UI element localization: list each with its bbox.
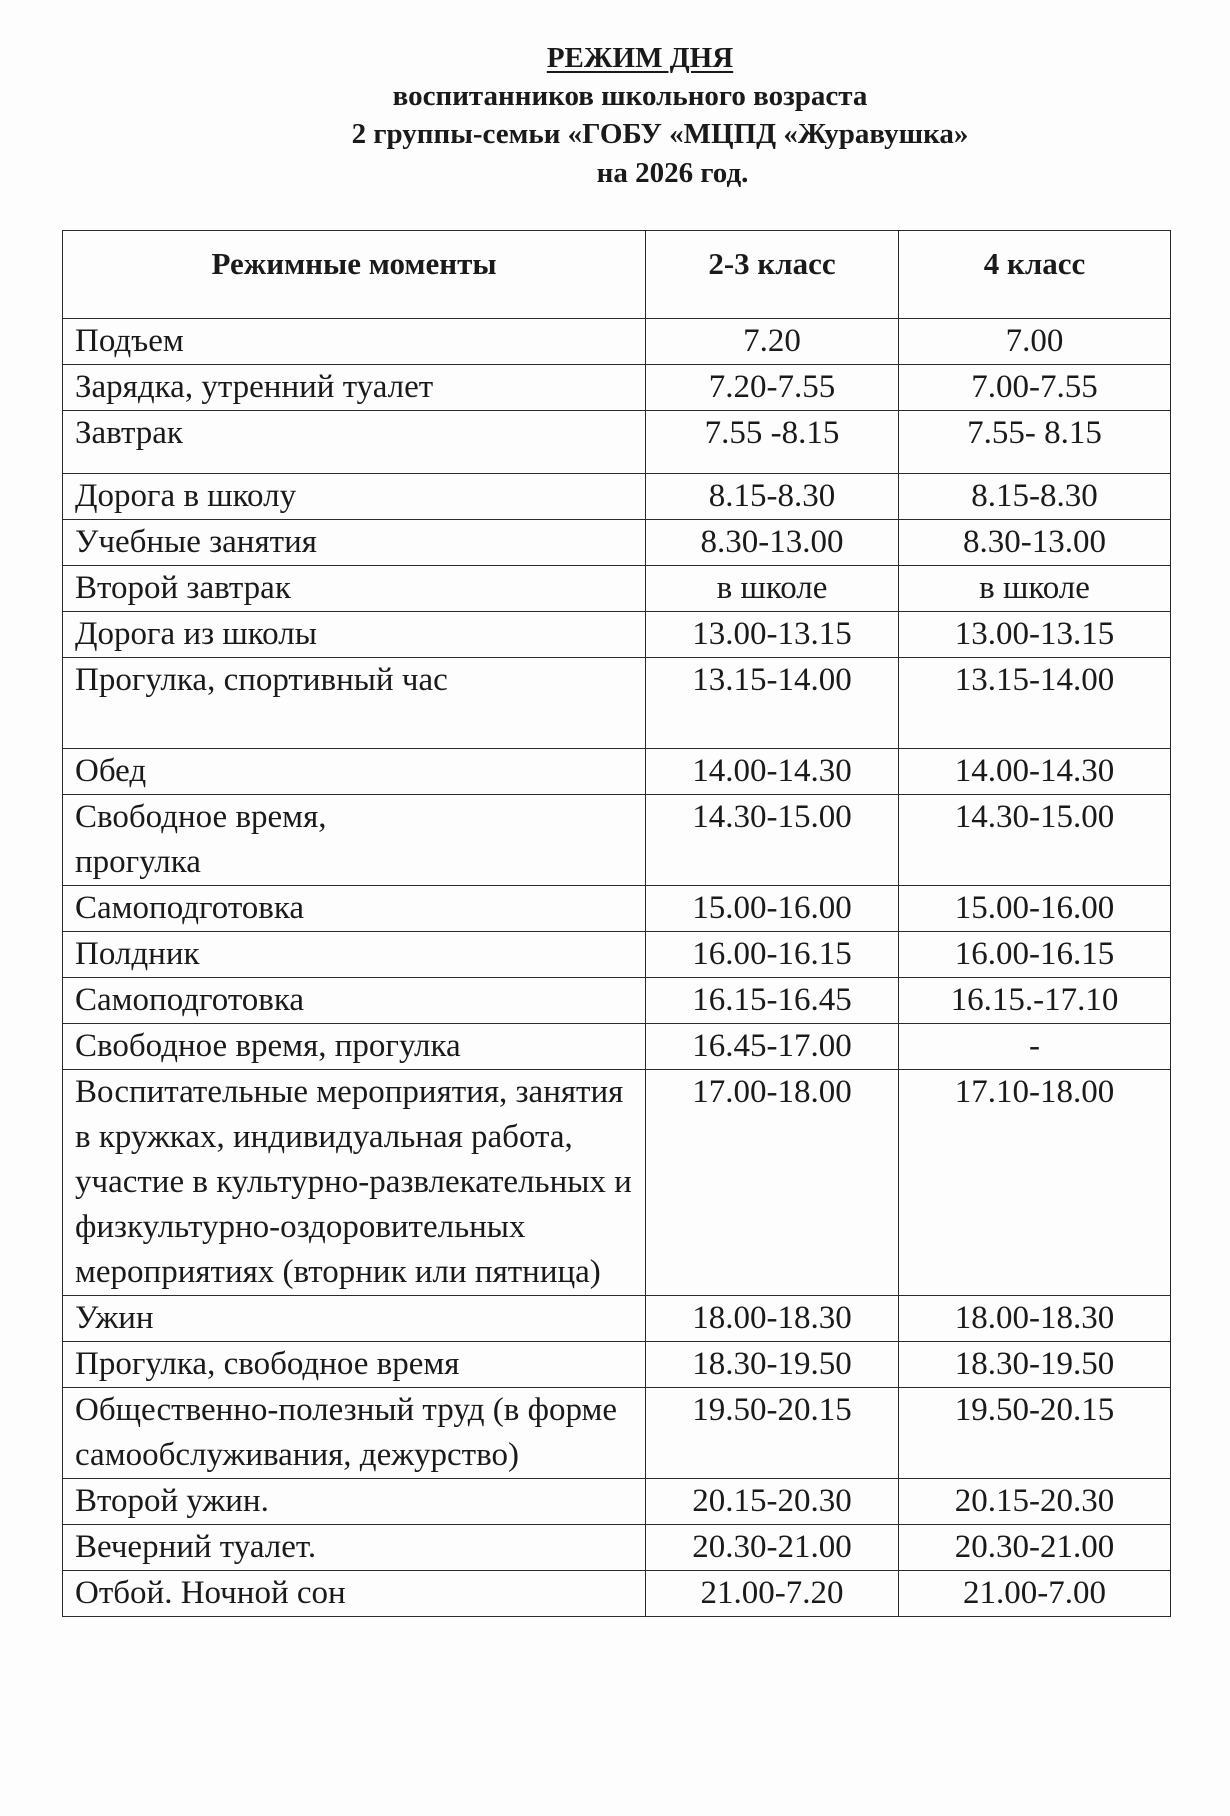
time-cell-grade-4: 16.15.-17.10 <box>899 978 1171 1024</box>
time-cell-grade-4: в школе <box>899 566 1171 612</box>
time-cell-grade-2-3: 20.15-20.30 <box>646 1479 899 1525</box>
time-cell-grade-2-3: 14.30-15.00 <box>646 795 899 886</box>
time-cell-grade-4: 13.15-14.00 <box>899 658 1171 749</box>
table-row <box>63 612 1171 658</box>
table-row <box>63 1479 1171 1525</box>
time-cell-grade-4: 18.00-18.30 <box>899 1296 1171 1342</box>
time-cell-grade-2-3: 7.55 -8.15 <box>646 411 899 474</box>
activity-cell: Отбой. Ночной сон <box>63 1571 646 1617</box>
table-row <box>63 932 1171 978</box>
activity-cell: Обед <box>63 749 646 795</box>
table-row <box>63 520 1171 566</box>
table-row <box>63 658 1171 749</box>
time-cell-grade-2-3: 16.15-16.45 <box>646 978 899 1024</box>
time-cell-grade-2-3: 7.20-7.55 <box>646 365 899 411</box>
column-header-grade-2-3: 2-3 класс <box>646 231 899 319</box>
table-row <box>63 795 1171 886</box>
time-cell-grade-4: 8.15-8.30 <box>899 474 1171 520</box>
activity-cell: Свободное время, прогулка <box>63 1024 646 1070</box>
table-row <box>63 1342 1171 1388</box>
activity-cell: Воспитательные мероприятия, занятия в кружках, индивидуальная работа, участие в культурно-развлекательных и физкультурно-оздоровительных мероприятиях (вторник или пятница) <box>63 1070 646 1296</box>
time-cell-grade-4: 15.00-16.00 <box>899 886 1171 932</box>
time-cell-grade-2-3: 8.15-8.30 <box>646 474 899 520</box>
table-row <box>63 886 1171 932</box>
time-cell-grade-4: 19.50-20.15 <box>899 1388 1171 1479</box>
time-cell-grade-4: 13.00-13.15 <box>899 612 1171 658</box>
table-row <box>63 1388 1171 1479</box>
activity-cell: Учебные занятия <box>63 520 646 566</box>
time-cell-grade-2-3: 18.00-18.30 <box>646 1296 899 1342</box>
table-row <box>63 474 1171 520</box>
time-cell-grade-2-3: в школе <box>646 566 899 612</box>
time-cell-grade-2-3: 16.45-17.00 <box>646 1024 899 1070</box>
document-subtitle-line3: на 2026 год. <box>596 157 749 189</box>
activity-cell: Подъем <box>63 319 646 365</box>
time-cell-grade-4: 7.00 <box>899 319 1171 365</box>
activity-cell: Второй ужин. <box>63 1479 646 1525</box>
activity-cell: Самоподготовка <box>63 886 646 932</box>
document-title: РЕЖИМ ДНЯ <box>546 42 734 74</box>
activity-cell: Дорога в школу <box>63 474 646 520</box>
time-cell-grade-2-3: 16.00-16.15 <box>646 932 899 978</box>
activity-cell: Дорога из школы <box>63 612 646 658</box>
table-row <box>63 365 1171 411</box>
time-cell-grade-4: 7.00-7.55 <box>899 365 1171 411</box>
time-cell-grade-4: 18.30-19.50 <box>899 1342 1171 1388</box>
table-row <box>63 749 1171 795</box>
time-cell-grade-2-3: 13.00-13.15 <box>646 612 899 658</box>
activity-cell: Свободное время, прогулка <box>63 795 646 886</box>
time-cell-grade-4: 8.30-13.00 <box>899 520 1171 566</box>
time-cell-grade-4: 20.15-20.30 <box>899 1479 1171 1525</box>
table-row <box>63 1571 1171 1617</box>
time-cell-grade-2-3: 21.00-7.20 <box>646 1571 899 1617</box>
table-row <box>63 1296 1171 1342</box>
activity-cell: Вечерний туалет. <box>63 1525 646 1571</box>
activity-cell: Зарядка, утренний туалет <box>63 365 646 411</box>
activity-cell: Полдник <box>63 932 646 978</box>
time-cell-grade-2-3: 8.30-13.00 <box>646 520 899 566</box>
time-cell-grade-2-3: 17.00-18.00 <box>646 1070 899 1296</box>
table-row <box>63 1525 1171 1571</box>
table-row <box>63 566 1171 612</box>
time-cell-grade-2-3: 18.30-19.50 <box>646 1342 899 1388</box>
activity-cell: Второй завтрак <box>63 566 646 612</box>
activity-cell: Прогулка, спортивный час <box>63 658 646 749</box>
activity-cell: Завтрак <box>63 411 646 474</box>
table-header-row <box>63 231 1171 319</box>
table-row <box>63 319 1171 365</box>
time-cell-grade-4: 14.30-15.00 <box>899 795 1171 886</box>
time-cell-grade-2-3: 20.30-21.00 <box>646 1525 899 1571</box>
schedule-table <box>62 230 1171 1617</box>
activity-cell: Общественно-полезный труд (в форме самообслуживания, дежурство) <box>63 1388 646 1479</box>
time-cell-grade-2-3: 14.00-14.30 <box>646 749 899 795</box>
activity-cell: Прогулка, свободное время <box>63 1342 646 1388</box>
time-cell-grade-4: 21.00-7.00 <box>899 1571 1171 1617</box>
table-row <box>63 411 1171 474</box>
document-subtitle-line1: воспитанников школьного возраста <box>392 80 868 112</box>
time-cell-grade-2-3: 7.20 <box>646 319 899 365</box>
time-cell-grade-4: 7.55- 8.15 <box>899 411 1171 474</box>
document-subtitle-line2: 2 группы-семьи «ГОБУ «МЦПД «Журавушка» <box>351 118 969 150</box>
time-cell-grade-4: 16.00-16.15 <box>899 932 1171 978</box>
time-cell-grade-4: 20.30-21.00 <box>899 1525 1171 1571</box>
time-cell-grade-2-3: 19.50-20.15 <box>646 1388 899 1479</box>
table-row <box>63 978 1171 1024</box>
time-cell-grade-2-3: 13.15-14.00 <box>646 658 899 749</box>
time-cell-grade-2-3: 15.00-16.00 <box>646 886 899 932</box>
table-row <box>63 1024 1171 1070</box>
time-cell-grade-4: - <box>899 1024 1171 1070</box>
activity-cell: Ужин <box>63 1296 646 1342</box>
column-header-activity: Режимные моменты <box>63 231 646 319</box>
table-row <box>63 1070 1171 1296</box>
time-cell-grade-4: 17.10-18.00 <box>899 1070 1171 1296</box>
activity-cell: Самоподготовка <box>63 978 646 1024</box>
column-header-grade-4: 4 класс <box>899 231 1171 319</box>
time-cell-grade-4: 14.00-14.30 <box>899 749 1171 795</box>
